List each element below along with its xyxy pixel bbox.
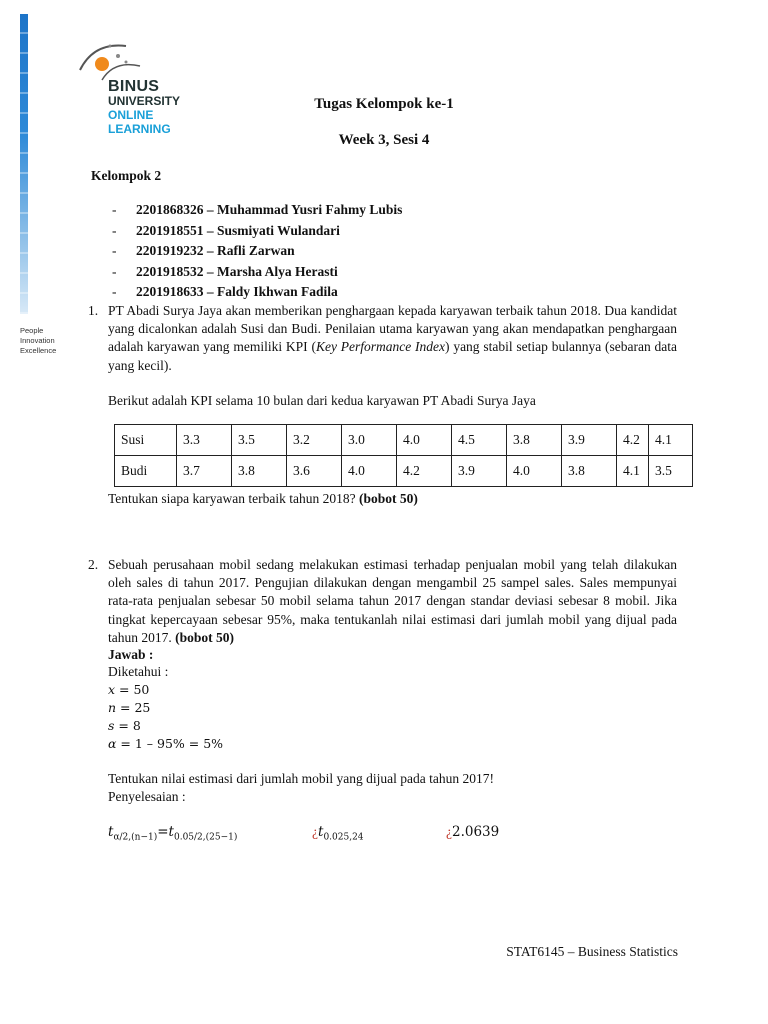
table-cell: 3.0 [342, 425, 397, 456]
table-intro: Berikut adalah KPI selama 10 bulan dari kedua karyawan PT Abadi Surya Jaya [108, 393, 536, 408]
answer-label: Jawab : [108, 647, 154, 662]
member-item: - 2201919232 – Rafli Zarwan [112, 243, 295, 258]
solution-label: Penyelesaian : [108, 789, 186, 804]
member-list [112, 200, 402, 303]
table-cell: 3.5 [232, 425, 287, 456]
table-cell: 4.5 [452, 425, 507, 456]
logo-learning: LEARNING [108, 122, 171, 136]
table-cell: 3.2 [287, 425, 342, 456]
kpi-table [114, 424, 693, 487]
known-n: n = 25 [108, 700, 151, 715]
member-item: - 2201918551 – Susmiyati Wulandari [112, 222, 340, 238]
table-cell: 3.7 [177, 456, 232, 487]
member-text: 2201918633 – Faldy Ikhwan Fadila [136, 284, 338, 299]
task-text: Tentukan nilai estimasi dari jumlah mobil yang dijual pada tahun 2017! [108, 771, 494, 786]
question-2-text: Sebuah perusahaan mobil sedang melakukan estimasi terhadap penjualan mobil yang telah dilakukan oleh sales di tahun 2017. Pengujian dilakukan dengan mengambil 25 sampel sales. Sales mempunyai rata-rata penjualan sebesar 50 mobil selama tahun 2017 dengan standar deviasi sebesar 8 mobil. Jika tingkat kepercayaan sebesar 95%, maka tentukanlah nilai estimasi dari jumlah mobil yang dijual pada tahun 2017. (bobot 50) [108, 557, 677, 645]
table-cell: 3.8 [562, 456, 617, 487]
kpi-term: Key Performance Index [315, 339, 446, 355]
formula-mid: ¿$t_{0.025,24}$ [312, 824, 364, 843]
page-subtitle: Week 3, Sesi 4 [338, 132, 430, 148]
tagline-people: People [20, 326, 44, 335]
member-item: - 2201868326 – Muhammad Yusri Fahmy Lubis [112, 202, 403, 217]
member-text: 2201868326 – Muhammad Yusri Fahmy Lubis [136, 202, 403, 217]
tagline-excellence: Excellence [20, 346, 57, 355]
member-item: - 2201918532 – Marsha Alya Herasti [112, 263, 338, 279]
table-cell: 3.6 [287, 456, 342, 487]
table-cell: 4.0 [397, 425, 452, 456]
table-cell: 3.8 [507, 425, 562, 456]
known-x: x = 50 [108, 682, 150, 697]
tagline-innovation: Innovation [20, 336, 55, 345]
member-item: - 2201918633 – Faldy Ikhwan Fadila [112, 284, 338, 299]
table-cell: 4.1 [617, 456, 649, 487]
footer-course: STAT6145 – Business Statistics [506, 944, 678, 959]
weight-label: (bobot 50) [358, 491, 418, 506]
table-cell: 4.0 [507, 456, 562, 487]
table-cell: 4.2 [617, 425, 649, 456]
table-row [115, 456, 693, 487]
brand-side-bar-stripes [20, 14, 28, 314]
member-text: 2201918551 – Susmiyati Wulandari [136, 222, 340, 238]
known-label: Diketahui : [108, 664, 169, 679]
known-alpha: α = 1 – 95% = 5% [108, 736, 224, 751]
table-cell: 4.0 [342, 456, 397, 487]
table-cell: 3.9 [452, 456, 507, 487]
weight-label: (bobot 50) [175, 629, 235, 645]
table-cell: Susi [115, 425, 177, 456]
member-text: 2201918532 – Marsha Alya Herasti [136, 263, 338, 279]
formula-lhs: $t_{\alpha/2,(n-1)}=t_{0.05/2,(25-1)}$ [108, 824, 238, 843]
table-cell: Budi [115, 456, 177, 487]
page-title: Tugas Kelompok ke-1 [314, 96, 454, 112]
question-number: 1. [88, 303, 99, 318]
table-cell: 4.2 [397, 456, 452, 487]
logo-online: ONLINE [108, 108, 154, 122]
group-name: Kelompok 2 [91, 168, 162, 183]
table-cell: 3.9 [562, 425, 617, 456]
table-cell: 3.3 [177, 425, 232, 456]
question-number: 2. [88, 557, 99, 572]
question-1-text: PT Abadi Surya Jaya akan memberikan penghargaan kepada karyawan terbaik tahun 2018. Dua kandidat yang dicalonkan adalah Susi dan Budi. Penilaian utama karyawan yang akan mendapatkan penghargaan adalah karyawan yang memiliki KPI (Key Performance Index) yang stabil setiap bulannya (sebaran data yang kecil). [108, 303, 677, 373]
table-row [115, 425, 693, 456]
formula-result: ¿2.0639 [446, 824, 500, 840]
known-s: s = 8 [108, 718, 141, 733]
table-cell: 3.8 [232, 456, 287, 487]
logo-university: UNIVERSITY [108, 94, 181, 108]
table-cell: 4.1 [649, 425, 693, 456]
question-1-prompt: Tentukan siapa karyawan terbaik tahun 2018? (bobot 50) [108, 491, 418, 506]
logo-binus: BINUS [108, 78, 160, 95]
member-text: 2201919232 – Rafli Zarwan [136, 243, 295, 258]
table-cell: 3.5 [649, 456, 693, 487]
tagline [20, 326, 80, 356]
